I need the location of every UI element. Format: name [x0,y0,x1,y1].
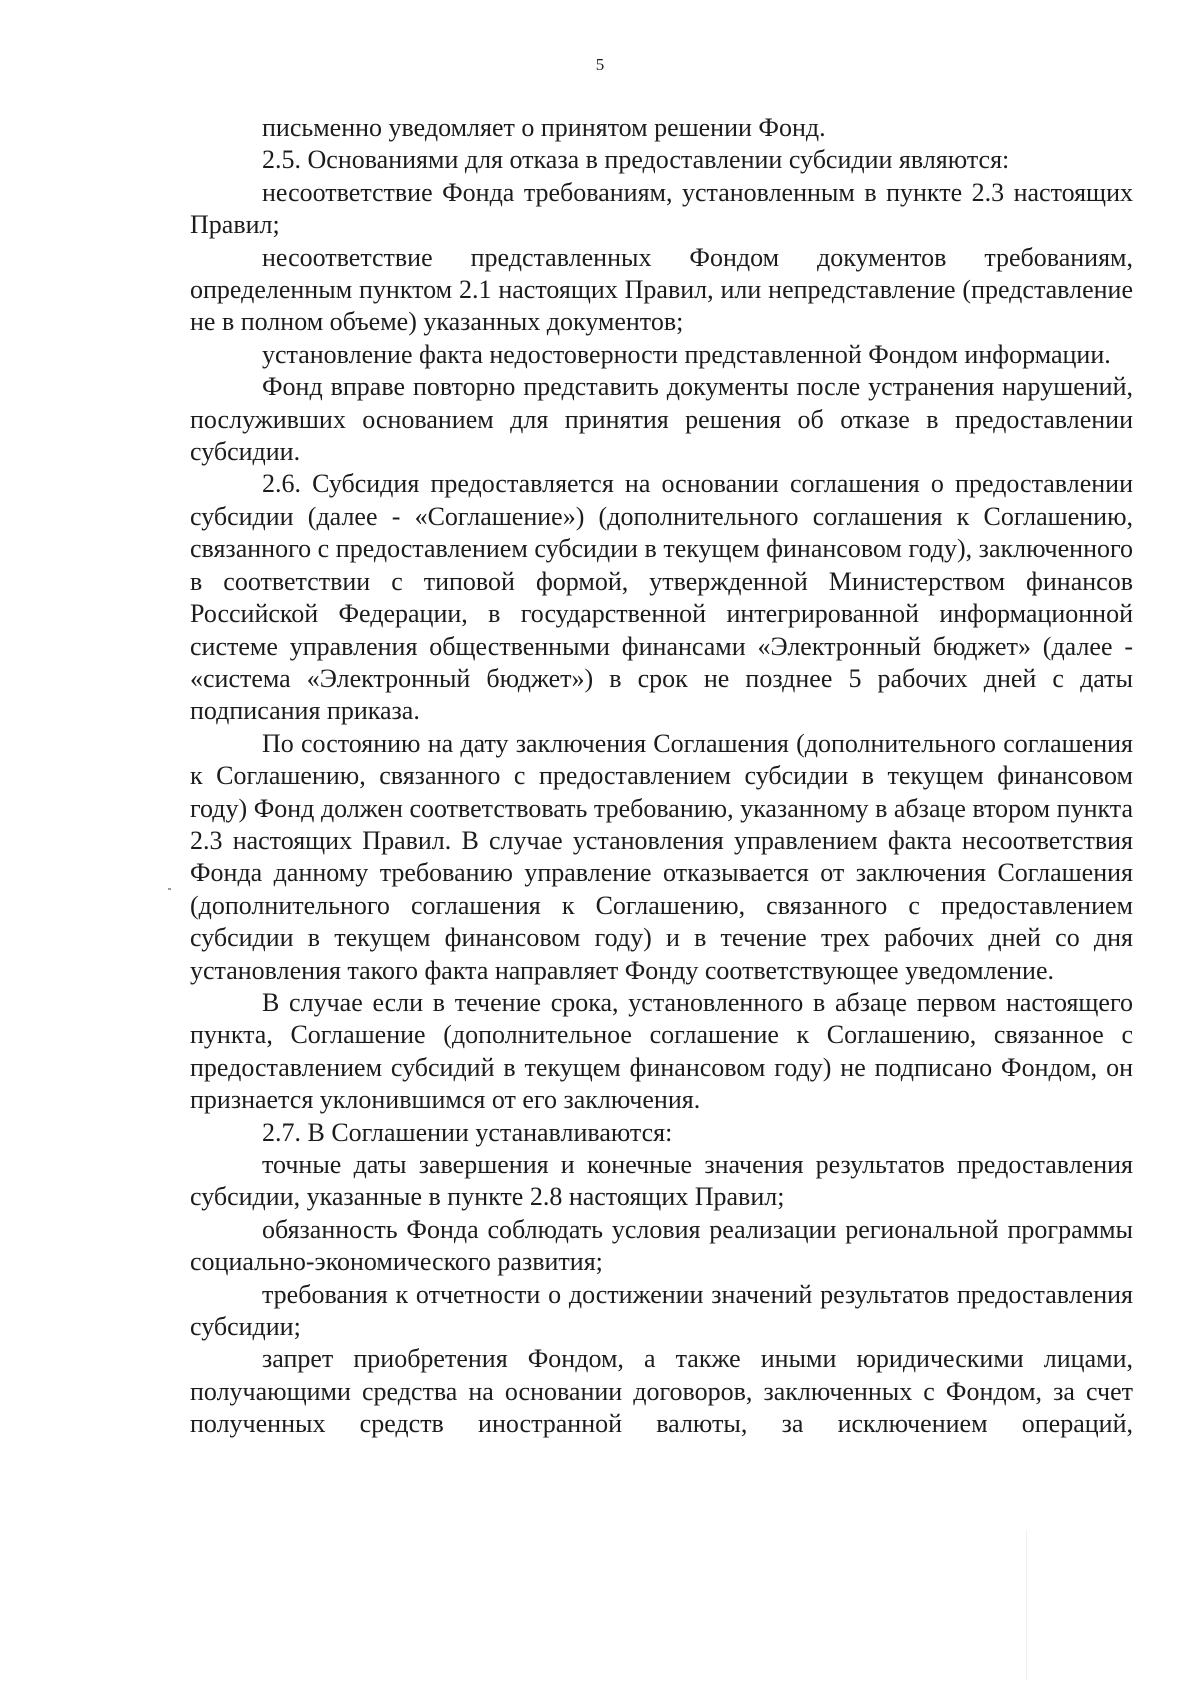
scan-margin-line [1026,1530,1027,1680]
paragraph-2-5-heading: 2.5. Основаниями для отказа в предоставлении субсидии являются: [262,145,1010,175]
paragraph-refusal-ground-2: несоответствие представленных Фондом документов требованиям, определенным пунктом 2.1 настоящих Правил, или непредставление (представление не в полном объеме) указанных документов; [190,242,1133,337]
paragraph-notification: письменно уведомляет о принятом решении Фонд. [262,113,826,142]
paragraph-agreement-term-3: требования к отчетности о достижении значений результатов предоставления субсидии; [190,1279,1133,1342]
paragraph-resubmission: Фонд вправе повторно представить документы после устранения нарушений, послуживших основанием для принятия решения об отказе в предоставлении субсидии. [190,372,1133,467]
paragraph-refusal-ground-1: несоответствие Фонда требованиям, установленным в пункте 2.3 настоящих Правил; [190,177,1133,240]
page-number: 5 [595,55,605,74]
document-body [190,112,1133,1441]
paragraph-2-6-agreement: 2.6. Субсидия предоставляется на основании соглашения о предоставлении субсидии (далее - «Соглашение») (дополнительного соглашения к Соглашению, связанного с предоставлением субсидии в текущем финансовом году), заключенного в соответствии с типовой формой, утвержденной Министерством финансов Российской Федерации, в государственной интегрированной информационной системе управления общественными финансами «Электронный бюджет» (далее - «система «Электронный бюджет») в срок не позднее 5 рабочих дней с даты подписания приказа. [190,469,1133,726]
paragraph-agreement-term-2: обязанность Фонда соблюдать условия реализации региональной программы социально-экономического развития; [190,1214,1133,1277]
scan-artifact-mark [168,888,171,890]
paragraph-agreement-compliance: По состоянию на дату заключения Соглашения (дополнительного соглашения к Соглашению, связанного с предоставлением субсидии в текущем финансовом году) Фонд должен соответствовать требованию, указанному в абзаце втором пункта 2.3 настоящих Правил. В случае установления управлением факта несоответствия Фонда данному требованию управление отказывается от заключения Соглашения (дополнительного соглашения к Соглашению, связанного с предоставлением субсидии в текущем финансовом году) и в течение трех рабочих дней со дня установления такого факта направляет Фонду соответствующее уведомление. [190,728,1133,985]
paragraph-2-7-heading: 2.7. В Соглашении устанавливаются: [262,1117,673,1147]
paragraph-agreement-term-1: точные даты завершения и конечные значения результатов предоставления субсидии, указанные в пункте 2.8 настоящих Правил; [190,1150,1133,1212]
paragraph-agreement-term-4: запрет приобретения Фондом, а также иными юридическими лицами, получающими средства на основании договоров, заключенных с Фондом, за счет полученных средств иностранной валюты, за исключением операций, [190,1344,1133,1439]
paragraph-agreement-not-signed: В случае если в течение срока, установленного в абзаце первом настоящего пункта, Соглашение (дополнительное соглашение к Соглашению, связанное с предоставлением субсидий в текущем финансовом году) не подписано Фондом, он признается уклонившимся от его заключения. [190,987,1133,1115]
paragraph-refusal-ground-3: установление факта недостоверности представленной Фондом информации. [262,339,1111,369]
